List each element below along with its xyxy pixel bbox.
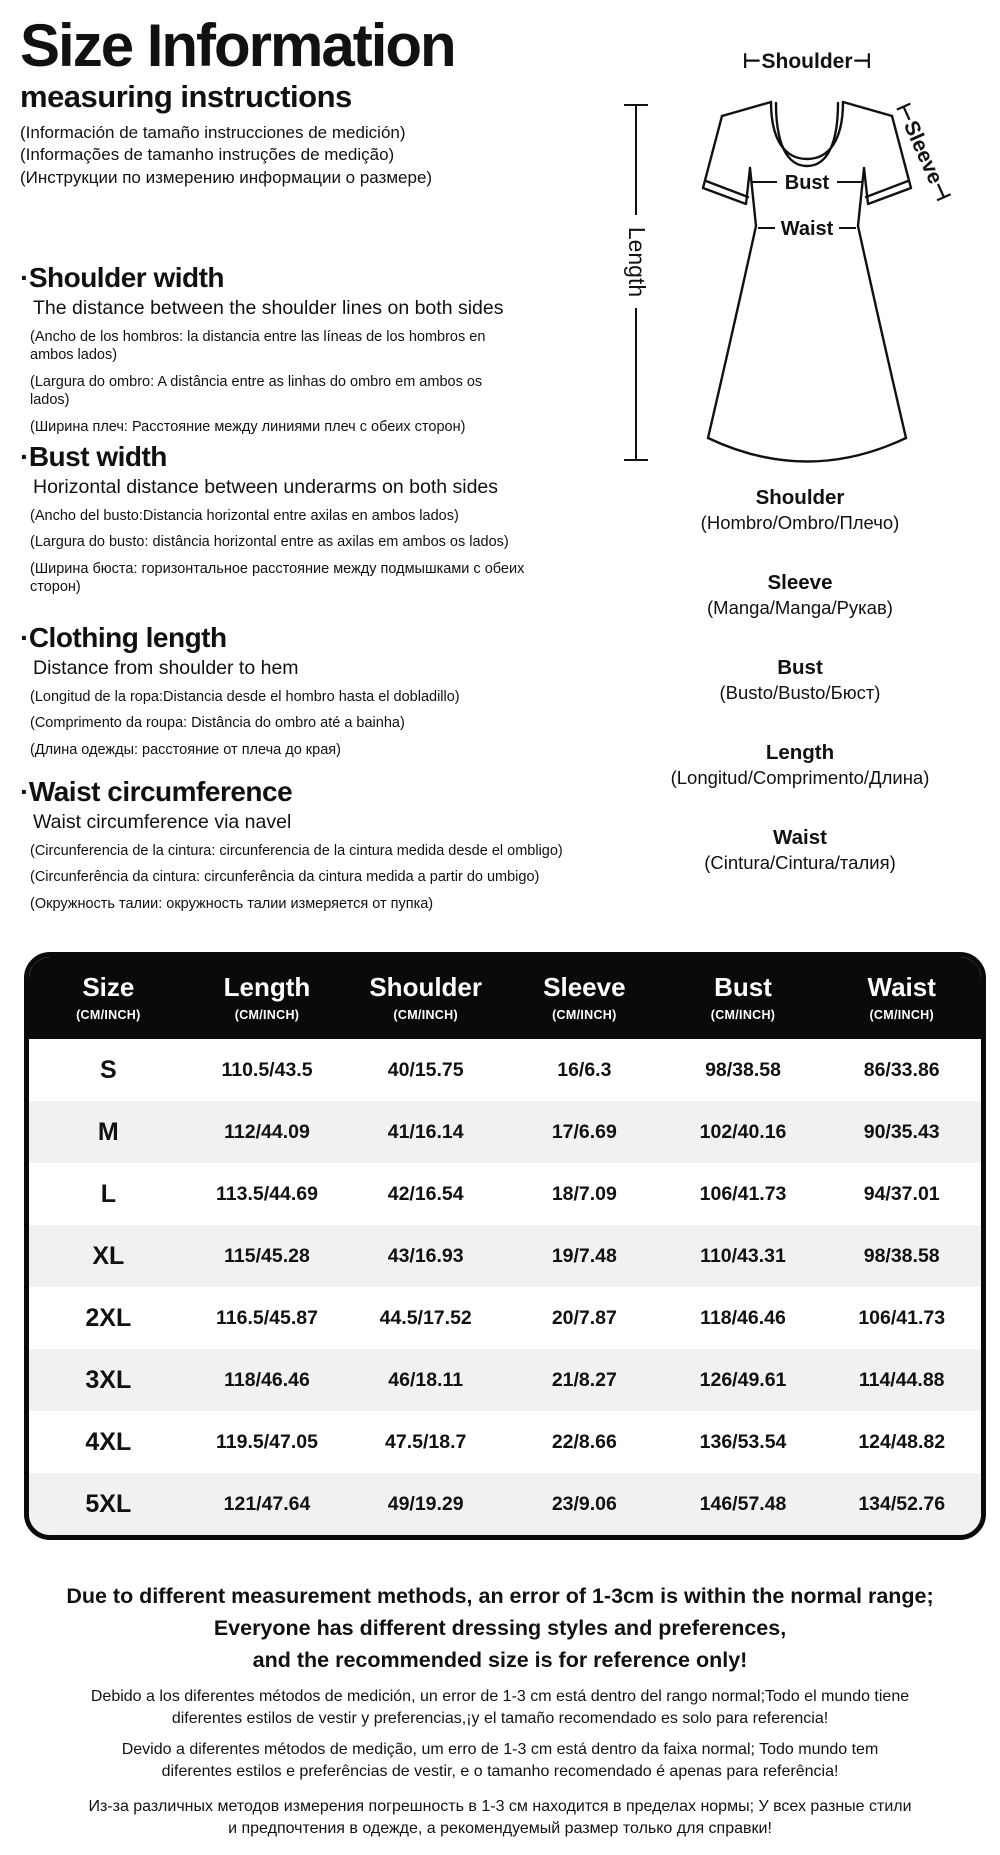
subtitle-translation-ru: (Инструкции по измерению информации о размере) (20, 167, 433, 187)
section-translation-ru: (Длина одежды: расстояние от плеча до края) (30, 741, 341, 758)
size-table-body (29, 1039, 981, 1535)
diagram-bust-label: Bust (784, 172, 830, 194)
section-translation-pt: (Largura do busto: distância horizontal entre as axilas em ambos os lados) (30, 534, 509, 551)
table-row-3xl: 3XL 118/46.46 46/18.11 21/8.27 126/49.61 114/44.88 (29, 1349, 981, 1411)
section-translation-es: (Circunferencia de la cintura: circunferencia de la cintura medida desde el ombligo) (30, 843, 563, 859)
legend-bust (530, 656, 1000, 704)
section-translation-es: (Ancho de los hombros: la distancia entre las líneas de los hombros en ambos lados) (30, 329, 486, 364)
table-row-m: M 112/44.09 41/16.14 17/6.69 102/40.16 90/35.43 (29, 1101, 981, 1163)
legend-translation: (Longitud/Comprimento/Длина) (670, 767, 930, 788)
disclaimer (0, 1580, 1000, 1839)
subtitle-translations (20, 122, 595, 189)
section-translation-pt: (Largura do ombro: A distância entre as linhas do ombro em ambos os lados) (30, 373, 483, 409)
section-description: The distance between the shoulder lines on both sides (33, 297, 504, 319)
section-translation-es: (Longitud de la ropa:Distancia desde el hombro hasta el dobladillo) (30, 689, 460, 705)
column-header-bust: Bust (CM/INCH) (710, 972, 776, 1022)
section-translation-pt: (Comprimento da roupa: Distância do ombro até a bainha) (30, 715, 405, 732)
disclaimer-en: Due to different measurement methods, an error of 1-3cm is within the normal range; Everyone has different dressing styles and preferences, and the recommended size is for reference only! (66, 1584, 934, 1672)
table-row-s: S 110.5/43.5 40/15.75 16/6.3 98/38.58 86/33.86 (29, 1039, 981, 1101)
section-title: ·Clothing length (20, 622, 227, 653)
column-header-size: Size (CM/INCH) (76, 972, 141, 1022)
legend-label: Shoulder (755, 486, 845, 509)
legend-label: Waist (773, 826, 827, 849)
legend-translation: (Manga/Manga/Рукав) (707, 597, 893, 618)
legend-sleeve (530, 571, 1000, 619)
diagram-shoulder-label: ⊢Shoulder⊣ (742, 50, 872, 73)
column-header-sleeve: Sleeve (CM/INCH) (543, 972, 626, 1022)
section-description: Waist circumference via navel (33, 811, 292, 833)
subtitle-translation-pt: (Informações de tamanho instruções de medição) (20, 145, 395, 165)
section-description: Distance from shoulder to hem (33, 657, 299, 679)
header (20, 14, 595, 189)
disclaimer-pt: Devido a diferentes métodos de medição, um erro de 1-3 cm está dentro da faixa normal; Todo mundo tem diferentes estilos e preferências de vestir, e o tamanho recomendado é apenas para referência! (121, 1741, 879, 1780)
legend-label: Length (765, 741, 835, 764)
section-title: ·Shoulder width (20, 262, 225, 293)
diagram-waist-label: Waist (780, 218, 834, 240)
column-header-shoulder: Shoulder (CM/INCH) (369, 972, 483, 1022)
size-table-header (29, 957, 981, 1039)
column-header-waist: Waist (CM/INCH) (867, 972, 936, 1022)
legend-label: Bust (777, 656, 823, 679)
size-table (24, 952, 986, 1540)
table-row-2xl: 2XL 116.5/45.87 44.5/17.52 20/7.87 118/46.46 106/41.73 (29, 1287, 981, 1349)
legend-waist (530, 826, 1000, 874)
section-translation-ru: (Ширина плеч: Расстояние между линиями плеч с обеих сторон) (30, 418, 466, 435)
page-title: Size Information (20, 12, 455, 79)
section-description: Horizontal distance between underarms on both sides (33, 476, 499, 498)
page-subtitle: measuring instructions (20, 79, 352, 114)
disclaimer-ru: Из-за различных методов измерения погрешность в 1-3 см находится в пределах нормы; У всех разные стили и предпочтения в одежде, а рекомендуемый размер только для справки! (88, 1798, 912, 1837)
legend-shoulder (530, 486, 1000, 534)
legend-translation: (Cintura/Cintura/талия) (704, 852, 896, 873)
measurement-legend (530, 486, 1000, 911)
section-translation-es: (Ancho del busto:Distancia horizontal entre axilas en ambos lados) (30, 508, 459, 524)
legend-translation: (Busto/Busto/Бюст) (719, 682, 881, 703)
section-shoulder-width (20, 262, 525, 436)
legend-length (530, 741, 1000, 789)
legend-translation: (Hombro/Ombro/Плечо) (700, 512, 900, 533)
dress-outline-drawing (520, 40, 1000, 475)
section-title: ·Waist circumference (20, 776, 293, 807)
section-title: ·Bust width (20, 441, 167, 472)
section-bust-width (20, 441, 525, 597)
column-header-length: Length (CM/INCH) (223, 972, 311, 1022)
disclaimer-es: Debido a los diferentes métodos de medición, un error de 1-3 cm está dentro del rango normal;Todo el mundo tiene diferentes estilos de vestir y preferencias,¡y el tamaño recomendado es solo para referencia! (90, 1688, 910, 1727)
table-row-l: L 113.5/44.69 42/16.54 18/7.09 106/41.73 94/37.01 (29, 1163, 981, 1225)
subtitle-translation-es: (Información de tamaño instrucciones de medición) (20, 123, 406, 142)
diagram-length-label: Length (624, 226, 650, 298)
legend-label: Sleeve (767, 571, 833, 594)
table-row-4xl: 4XL 119.5/47.05 47.5/18.7 22/8.66 136/53.54 124/48.82 (29, 1411, 981, 1473)
section-translation-ru: (Окружность талии: окружность талии измеряется от пупка) (30, 895, 434, 912)
section-translation-ru: (Ширина бюста: горизонтальное расстояние между подмышками с обеих сторон) (30, 560, 525, 596)
section-translation-pt: (Circunferência da cintura: circunferência da cintura medida a partir do umbigo) (30, 869, 540, 886)
diagram-sleeve-label: ⊢Sleeve⊣ (891, 99, 955, 205)
table-row-xl: XL 115/45.28 43/16.93 19/7.48 110/43.31 98/38.58 (29, 1225, 981, 1287)
dress-measurement-diagram (520, 40, 1000, 475)
table-row-5xl: 5XL 121/47.64 49/19.29 23/9.06 146/57.48 134/52.76 (29, 1473, 981, 1535)
